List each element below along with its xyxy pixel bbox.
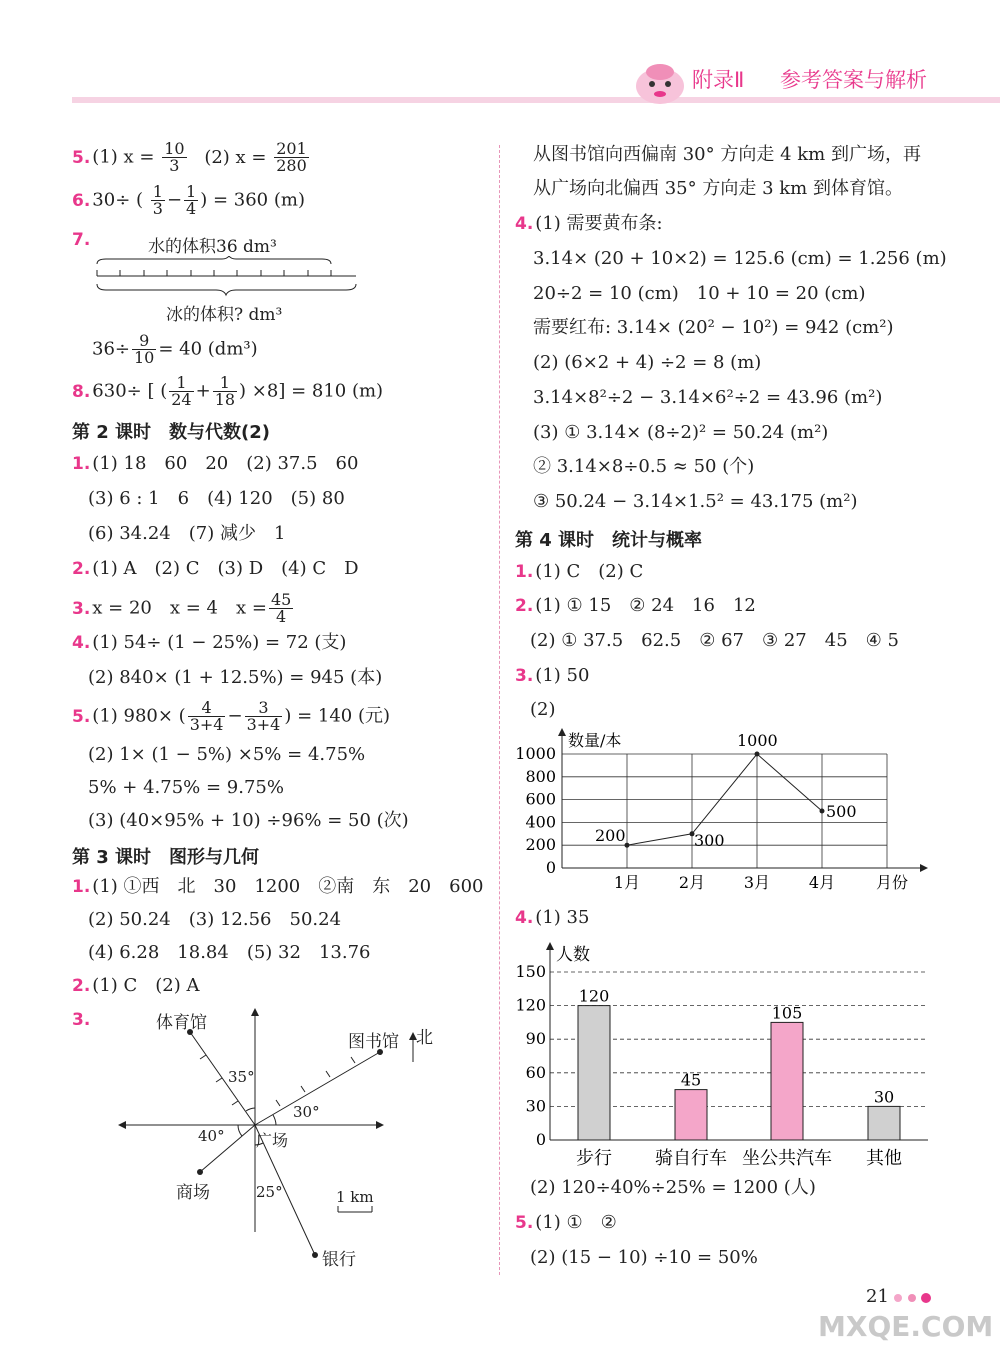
r-answer-4-line7: (3) ① 3.14× (8÷2)² = 50.24 (m²) [533, 422, 829, 443]
l2-answer-1-line1: 1. (1) 18 60 20 (2) 37.5 60 [72, 453, 359, 474]
line-chart-data-label: 200 [595, 826, 626, 846]
line-chart-ytick: 600 [525, 789, 556, 809]
line-chart-ytick: 200 [525, 835, 556, 855]
stat-answer-2-line1: 2. (1) ① 15 ② 24 16 12 [515, 595, 756, 616]
l2-answer-5-line2: (2) 1× (1 − 5%) ×5% = 4.75% [88, 744, 366, 765]
plaza-label: 广场 [256, 1131, 289, 1150]
bar-chart-data-label: 105 [771, 1003, 803, 1023]
bar-chart-bar [771, 1022, 803, 1140]
r-answer-4-line2: 3.14× (20 + 10×2) = 125.6 (cm) = 1.256 (m) [533, 248, 947, 269]
lesson-4-heading: 第 4 课时 统计与概率 [515, 530, 703, 551]
bar-chart-ytick: 60 [525, 1062, 546, 1082]
continued-line-1: 从图书馆向西偏南 30° 方向走 4 km 到广场，再 [533, 144, 921, 165]
bank-label: 银行 [322, 1250, 356, 1270]
bar-chart-bar [578, 1006, 610, 1140]
scale-label: 1 km [336, 1188, 374, 1206]
bar-chart-data-label: 120 [578, 986, 610, 1006]
bar-chart-bar [675, 1090, 707, 1140]
l2-answer-5-line4: (3) (40×95% + 10) ÷96% = 50 (次) [88, 810, 409, 831]
angle-40-label: 40° [198, 1127, 225, 1145]
stat-answer-4-line2: (2) 120÷40%÷25% = 1200 (人) [530, 1177, 816, 1198]
line-chart-xtick: 1月 [613, 873, 641, 892]
answer-5: 5. (1) x = $\frac{10}{3}$ (2) x = $\frac{201}{280}$ [72, 139, 307, 175]
bar-chart-ytick: 120 [515, 995, 546, 1015]
lesson-2-heading: 第 2 课时 数与代数(2) [72, 422, 271, 443]
line-chart-data-label: 1000 [737, 731, 778, 750]
l2-answer-5-line3: 5% + 4.75% = 9.75% [88, 777, 284, 798]
line-chart-xtick: 3月 [743, 873, 771, 892]
water-volume-label: 水的体积36 dm³ [148, 237, 277, 257]
line-chart-xlabel: 月份 [876, 873, 909, 892]
appendix-label: 附录Ⅱ [692, 68, 745, 92]
library-label: 图书馆 [348, 1032, 399, 1052]
l2-answer-3: 3. x = 20 x = 4 x = $\frac{45}{4}$ [72, 590, 292, 626]
page-dots-icon [890, 1290, 940, 1306]
line-chart-ytick: 800 [525, 766, 556, 786]
line-chart-ylabel: 数量/本 [568, 731, 622, 750]
bar-chart-ytick: 90 [525, 1029, 546, 1049]
stat-answer-1: 1. (1) C (2) C [515, 561, 644, 582]
line-chart-ytick: 0 [545, 858, 556, 877]
stat-answer-5-line1: 5. (1) ① ② [515, 1212, 617, 1233]
mascot-icon [630, 62, 690, 106]
column-divider [499, 145, 500, 1275]
l2-answer-5-line1: 5. (1) 980× ( $\frac{4}{3+4}$ − $\frac{3}{3+4}$ ) = 140 (元) [72, 698, 390, 734]
l3-answer-2: 2. (1) C (2) A [72, 975, 200, 996]
stat-answer-4-line1: 4. (1) 35 [515, 907, 590, 928]
stat-answer-3-line1: 3. (1) 50 [515, 665, 590, 686]
lesson-3-heading: 第 3 课时 图形与几何 [72, 847, 260, 868]
stat-answer-3-line2: (2) [530, 699, 556, 720]
mall-label: 商场 [176, 1183, 210, 1203]
angle-25-label: 25° [256, 1183, 283, 1201]
answer-7-calc: 36÷ $\frac{9}{10}$ = 40 (dm³) [92, 331, 258, 367]
line-chart [510, 726, 930, 898]
bar-chart-ytick: 150 [515, 962, 546, 981]
angle-30-label: 30° [293, 1103, 320, 1121]
r-answer-4-line5: (2) (6×2 + 4) ÷2 = 8 (m) [533, 352, 762, 373]
l2-answer-4-line2: (2) 840× (1 + 12.5%) = 945 (本) [88, 667, 383, 688]
angle-35-label: 35° [228, 1068, 255, 1086]
bar-chart-xtick: 其他 [866, 1148, 902, 1169]
north-label: 北 [416, 1028, 433, 1048]
bar-chart-data-label: 30 [873, 1087, 895, 1107]
l2-answer-1-line3: (6) 34.24 (7) 减少 1 [88, 523, 286, 544]
bar-chart-ytick: 30 [525, 1096, 546, 1116]
answer-6: 6. 30÷ ( $\frac{1}{3}$ − $\frac{1}{4}$ ) = 360 (m) [72, 182, 305, 218]
header-bar [72, 97, 1000, 103]
line-chart-data-label: 300 [694, 830, 725, 850]
l2-answer-2: 2. (1) A (2) C (3) D (4) C D [72, 558, 359, 579]
r-answer-4-line1: 4. (1) 需要黄布条: [515, 213, 663, 234]
l3-answer-1-line2: (2) 50.24 (3) 12.56 50.24 [88, 909, 342, 930]
line-segment-diagram [94, 256, 359, 298]
bar-chart-xtick: 步行 [576, 1148, 612, 1169]
bar-chart-bar [868, 1106, 900, 1140]
ice-volume-label: 冰的体积? dm³ [166, 305, 283, 325]
r-answer-4-line6: 3.14×8²÷2 − 3.14×6²÷2 = 43.96 (m²) [533, 387, 883, 408]
l3-answer-1-line1: 1. (1) ①西 北 30 1200 ②南 东 20 600 [72, 876, 484, 897]
line-chart-point [755, 752, 760, 757]
line-chart-point [820, 809, 825, 814]
bar-chart [510, 940, 930, 1172]
l3-answer-1-line3: (4) 6.28 18.84 (5) 32 13.76 [88, 942, 371, 963]
l2-answer-1-line2: (3) 6 : 1 6 (4) 120 (5) 80 [88, 488, 345, 509]
line-chart-ytick: 400 [525, 812, 556, 832]
answer-8: 8. 630÷ [ ( $\frac{1}{24}$ + $\frac{1}{18}$ ) ×8] = 810 (m) [72, 373, 384, 409]
bar-chart-xtick: 骑自行车 [655, 1148, 727, 1169]
bar-chart-xtick: 坐公共汽车 [742, 1148, 832, 1169]
bar-chart-ytick: 0 [535, 1130, 546, 1149]
answer-7-num: 7. [72, 230, 91, 250]
stat-answer-5-line2: (2) (15 − 10) ÷10 = 50% [530, 1247, 758, 1268]
bar-chart-data-label: 45 [680, 1070, 702, 1090]
r-answer-4-line9: ③ 50.24 − 3.14×1.5² = 43.175 (m²) [533, 491, 858, 512]
continued-line-2: 从广场向北偏西 35° 方向走 3 km 到体育馆。 [533, 178, 903, 199]
line-chart-data-label: 500 [826, 802, 857, 821]
r-answer-4-line8: ② 3.14×8÷0.5 ≈ 50 (个) [533, 456, 755, 477]
line-chart-ytick: 1000 [515, 744, 556, 763]
line-chart-xtick: 4月 [808, 873, 836, 892]
header-title: 参考答案与解析 [780, 68, 927, 92]
stadium-label: 体育馆 [156, 1013, 207, 1033]
page-number: 21 [866, 1286, 889, 1307]
r-answer-4-line4: 需要红布: 3.14× (20² − 10²) = 942 (cm²) [533, 317, 894, 338]
watermark: MXQE.COM [818, 1310, 994, 1343]
stat-answer-2-line2: (2) ① 37.5 62.5 ② 67 ③ 27 45 ④ 5 [530, 630, 899, 651]
l2-answer-4-line1: 4. (1) 54÷ (1 − 25%) = 72 (支) [72, 632, 347, 653]
r-answer-4-line3: 20÷2 = 10 (cm) 10 + 10 = 20 (cm) [533, 283, 866, 304]
l3-answer-3-num: 3. [72, 1010, 91, 1030]
line-chart-xtick: 2月 [678, 873, 706, 892]
bar-chart-ylabel: 人数 [556, 945, 590, 965]
